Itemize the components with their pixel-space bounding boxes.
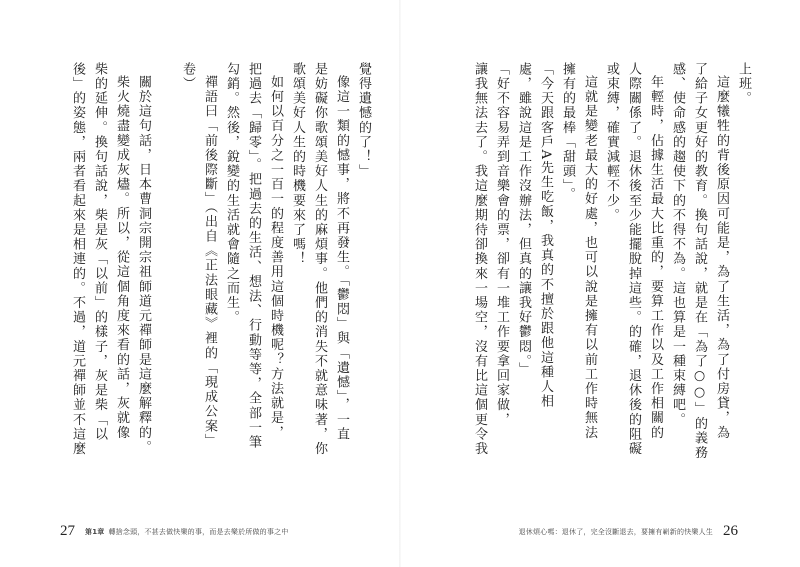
text-column: 擁有的最棒「甜頭」。 [560,62,575,202]
text-column: 後」的姿態，兩者看起來是相連的。不過，道元禪師並不這麼 [70,62,85,457]
text-column: 勾銷。然後，銳變的生活就會隨之而生。 [224,62,239,325]
text-column-quote: 禪語曰「前後際斷」（出自《正法眼藏》裡的「現成公案」 [202,75,217,449]
text-column: 是妨礙你歌頌美好人生的麻煩事。他們的消失不就意味著，你 [312,62,327,457]
blank-column [154,62,176,470]
text-column: 了給子女更好的教育。換句話說，就是在「為了○○」的義務 [692,62,707,461]
text-column: 覺得遺憾的了！」 [356,62,371,179]
text-column: 處，雖說這是工作沒辦法，但真的讓我好鬱悶。」 [516,62,531,377]
text-column-quote: 「今天跟客戶A先生吃飯，我真的不擅於跟他這種人相 [538,62,553,409]
text-column: 如何以百分之一百一的程度善用這個時機呢？方法就是， [268,75,283,440]
left-page-text [66,62,374,470]
text-column: 柴的延伸。換句話說，柴是灰「以前」的樣子，灰是柴「以 [92,62,107,442]
text-column: 這就是變老最大的好處，也可以說是擁有以前工作時無法 [582,75,597,440]
left-page-footer [60,523,288,540]
text-column: 年輕時，佔據生活最大比重的，要算工作以及工作相關的 [648,75,663,440]
text-column: 上班。 [736,62,751,106]
text-column: 人際關係了。退休後至少能擺脫掉這些。的確，退休後的阻礙 [626,62,641,457]
text-column: 感、使命感的趨使下的不得不為。這也算是一種束縛吧。 [670,62,685,427]
text-column: 像這一類的憾事，將不再發生。「鬱悶」與「遺憾」，一直 [334,75,349,442]
text-column: 卷） [180,62,195,92]
right-page-text [468,62,754,470]
text-column: 歌頌美好人生的時機要來了嗎！ [290,62,305,267]
text-column: 把過去「歸零」。把過去的生活、想法、行動等等，全部一筆 [246,62,261,450]
text-column: 這麼犧牲的背後原因可能是，為了生活，為了付房貸，為 [714,75,729,440]
text-column: 或束縛，確實減輕不少。 [604,62,619,223]
running-head: 退休煩心嗎：退休了，完全沒斷退去，要擁有嶄新的快樂人生 [518,527,713,536]
text-column: 關於這句話，日本曹洞宗開宗祖師道元禪師是這麼解釋的。 [136,75,151,455]
page-number: 26 [723,523,738,539]
text-column-quote: 「好不容易弄到音樂會的票，卻有一堆工作要拿回家做， [494,62,509,427]
text-column: 讓我無法去了。我這麼期待卻換來一場空，沒有比這個更令我 [472,62,487,457]
running-head-chapter: 第1章 [85,527,105,536]
right-page-footer [519,523,738,540]
running-head-title: 轉捨念頭，不甚去做快樂的事，而是去樂於所做的事之中 [108,527,289,536]
right-page [400,0,800,567]
text-column: 柴火燒盡變成灰燼。所以，從這個角度來看的話，灰就像 [114,75,129,440]
page-number: 27 [60,523,75,539]
